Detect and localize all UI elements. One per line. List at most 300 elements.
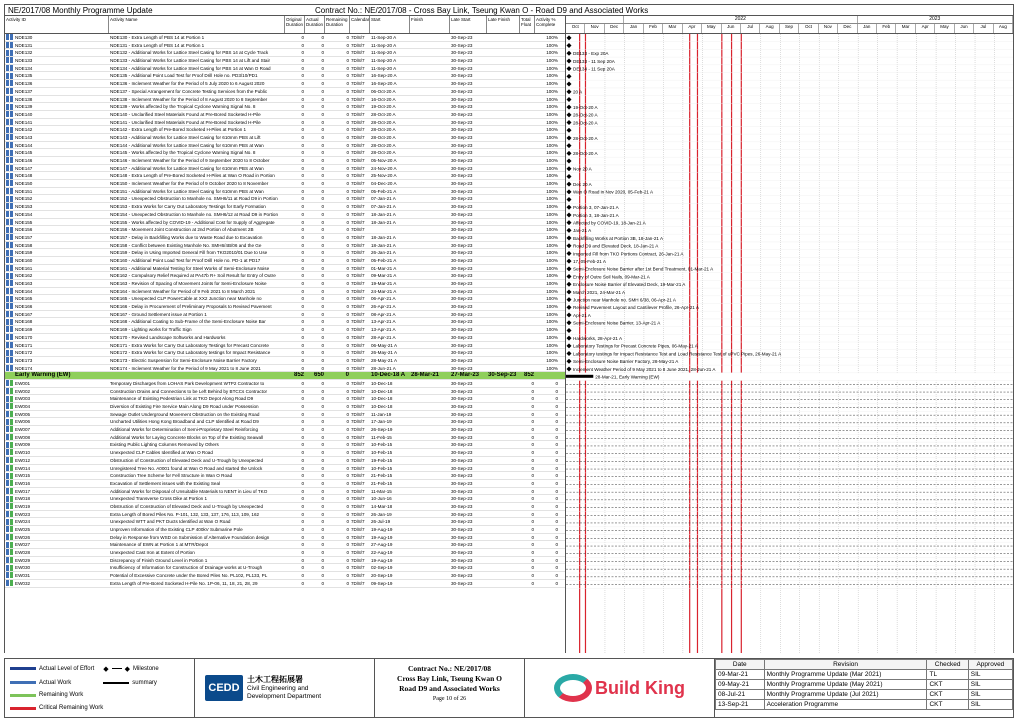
start-date: 07-Jan-21 A: [371, 196, 396, 202]
milestone-label: DE134 - 11 Sep 20A: [573, 66, 615, 72]
table-row[interactable]: [5, 195, 565, 203]
original-duration: 0: [301, 496, 304, 502]
total-float: 0: [531, 503, 534, 509]
table-row[interactable]: [5, 449, 565, 457]
activity-id: EW032: [15, 580, 31, 586]
row-marker-icon: [10, 196, 13, 202]
pct-complete: 100%: [546, 158, 558, 163]
finish-date: [410, 165, 450, 172]
row-marker-icon: [6, 73, 9, 79]
remaining-duration: 0: [346, 88, 349, 94]
table-row[interactable]: [5, 49, 565, 57]
table-row[interactable]: [5, 434, 565, 442]
late-finish: [487, 188, 520, 195]
activity-name: NDE170 - Revised Landscape Softworks and Hardworks: [110, 334, 226, 340]
milestone-label: 28-Oct-20 A: [573, 120, 598, 126]
row-marker-icon: [6, 157, 9, 163]
remaining-duration: 0: [346, 419, 349, 425]
activity-id: NDE148: [15, 173, 33, 179]
row-marker-icon: [10, 380, 13, 386]
milestone-diamond: [567, 66, 572, 71]
col-late-start[interactable]: Late Start: [450, 16, 487, 33]
col-finish[interactable]: Finish: [410, 16, 450, 33]
table-row[interactable]: [5, 165, 565, 173]
row-marker-icon: [6, 96, 9, 102]
row-indicator: [5, 42, 14, 49]
pct-complete: 100%: [546, 327, 558, 333]
total-float: 0: [531, 396, 534, 402]
col-calendar[interactable]: Calendar: [350, 16, 370, 33]
start-date: 28-Oct-20 A: [371, 111, 396, 117]
remaining-duration: 0: [346, 380, 349, 386]
activity-id: NDE147: [15, 165, 33, 171]
row-marker-icon: [6, 357, 9, 363]
activity-id: NDE169: [15, 327, 33, 333]
table-row[interactable]: [5, 188, 565, 196]
milestone-label: Wan O Road in Nov 2020, 05-Feb-21 A: [573, 189, 654, 195]
legend-swatch: [10, 707, 36, 710]
activity-id: EW008: [15, 434, 31, 440]
finish-date: [410, 526, 450, 533]
activity-name: Obstruction of Construction of Elevated Deck and U-Trough by Unexpected: [110, 503, 264, 509]
row-marker-icon: [6, 111, 9, 117]
remaining-duration: 0: [346, 173, 349, 179]
late-finish: [487, 580, 520, 587]
table-row[interactable]: [5, 411, 565, 419]
table-row[interactable]: [5, 149, 565, 157]
remaining-duration: 0: [346, 434, 349, 440]
row-marker-icon: [6, 419, 9, 425]
rev-checked: TL: [927, 670, 968, 680]
row-indicator: [5, 349, 14, 356]
activity-id: NDE154: [15, 211, 33, 217]
table-row[interactable]: [5, 211, 565, 219]
timescale-month: Jan: [858, 24, 877, 33]
finish-date: [410, 534, 450, 541]
original-duration: 0: [301, 219, 304, 225]
legend-actual-level-effort: [10, 663, 103, 675]
table-row[interactable]: [5, 103, 565, 111]
col-activity-id[interactable]: Activity ID: [5, 16, 109, 33]
row-indicator: [5, 203, 14, 210]
milestone-diamond: [567, 205, 572, 210]
table-row[interactable]: [5, 96, 565, 104]
total-float: 0: [531, 488, 534, 494]
remaining-duration: 0: [346, 388, 349, 394]
table-row[interactable]: [5, 534, 565, 542]
row-marker-icon: [6, 442, 9, 448]
row-marker-icon: [10, 150, 13, 156]
late-start: 30-Sep-23: [451, 304, 473, 310]
row-marker-icon: [6, 50, 9, 56]
rev-col-revision: Revision: [764, 660, 927, 670]
actual-duration: 0: [321, 365, 324, 371]
row-marker-icon: [6, 534, 9, 540]
late-finish: [487, 149, 520, 156]
legend-swatch: [10, 694, 36, 697]
milestone-label: Dec 20 A: [573, 181, 592, 187]
start-date: 28-Oct-20 A: [371, 150, 396, 156]
legend: [5, 659, 195, 717]
actual-duration: 0: [321, 73, 324, 79]
late-finish: [487, 318, 520, 325]
table-row[interactable]: [5, 272, 565, 280]
rev-approved: SIL: [968, 700, 1012, 710]
table-row[interactable]: [5, 126, 565, 134]
activity-name: NDE163 - Revision of Spacing of Movement Joints for Semi-Enclosure Noise: [110, 281, 267, 286]
finish-date: [410, 549, 450, 556]
table-row[interactable]: [5, 365, 565, 373]
table-row[interactable]: [5, 219, 565, 227]
calendar: 7D/8/7: [351, 503, 365, 509]
late-start: 30-Sep-23: [451, 111, 473, 117]
table-row[interactable]: [5, 342, 565, 350]
table-row[interactable]: [5, 357, 565, 365]
timescale-month: Mar: [663, 24, 682, 33]
remaining-duration: 0: [346, 196, 349, 202]
row-indicator: [5, 480, 14, 487]
actual-duration: 0: [321, 334, 324, 340]
actual-duration: 0: [321, 557, 324, 563]
actual-duration: 650: [313, 372, 324, 379]
table-row[interactable]: [5, 142, 565, 150]
original-duration: 0: [301, 250, 304, 256]
calendar: 7D/8/7: [351, 380, 365, 386]
remaining-duration: 0: [346, 450, 349, 456]
table-row[interactable]: [5, 265, 565, 273]
table-row[interactable]: [5, 472, 565, 480]
activity-name: NDE147 - Additional Works for Lattice Steel Casing for 610mm PBS at Wan: [110, 165, 264, 171]
table-row[interactable]: [5, 249, 565, 257]
table-row[interactable]: [5, 326, 565, 334]
pct-complete: 0: [555, 473, 558, 479]
pct-complete: 100%: [546, 365, 558, 371]
row-indicator: [5, 65, 14, 72]
row-indicator: [5, 188, 14, 195]
table-row[interactable]: [5, 42, 565, 50]
start-date: 24-Nov-20 A: [371, 165, 397, 171]
activity-id: EW029: [15, 557, 31, 563]
start-date: 27-Aug-19: [371, 542, 393, 548]
table-row[interactable]: [5, 34, 565, 42]
row-indicator: [5, 226, 14, 233]
row-indicator: [5, 57, 14, 64]
actual-duration: 0: [321, 411, 324, 417]
legend-label: Actual Level of Effort: [39, 665, 95, 672]
table-row[interactable]: [5, 572, 565, 580]
finish-date: [410, 472, 450, 479]
original-duration: 0: [301, 365, 304, 371]
cedd-chinese-name: 土木工程拓展署: [247, 674, 303, 684]
table-row[interactable]: [5, 311, 565, 319]
table-row[interactable]: [5, 134, 565, 142]
activity-name: Insufficiency of Information for Construction of Drainage works at U-Trough: [110, 565, 263, 571]
start-date: 19-Aug-19: [371, 527, 393, 532]
activity-id: NDE137: [15, 88, 33, 94]
table-row[interactable]: [5, 257, 565, 265]
table-row[interactable]: [5, 488, 565, 496]
table-row[interactable]: [5, 180, 565, 188]
row-marker-icon: [10, 488, 13, 494]
row-indicator: [5, 80, 14, 87]
activity-name: NDE174 - Inclement Weather for the Period of 9 May 2021 to 8 June 2021: [110, 365, 261, 371]
start-date: 24-Mar-21 A: [371, 288, 397, 294]
col-remaining-duration[interactable]: Remaining Duration: [325, 16, 350, 33]
total-float: 0: [531, 473, 534, 479]
actual-duration: 0: [321, 519, 324, 525]
table-row[interactable]: [5, 288, 565, 296]
row-marker-icon: [6, 396, 9, 402]
late-finish: [487, 203, 520, 210]
row-marker-icon: [10, 88, 13, 94]
total-float: [520, 265, 535, 272]
table-row[interactable]: [5, 564, 565, 572]
table-row[interactable]: [5, 441, 565, 449]
actual-duration: 0: [321, 219, 324, 225]
row-marker-icon: [6, 234, 9, 240]
table-row[interactable]: [5, 457, 565, 465]
table-row[interactable]: [5, 111, 565, 119]
total-float: [520, 111, 535, 118]
row-marker-icon: [10, 473, 13, 479]
row-marker-icon: [10, 334, 13, 340]
row-marker-icon: [6, 296, 9, 302]
row-marker-icon: [10, 580, 13, 586]
start-date: 18-Jan-21 A: [371, 242, 396, 248]
milestone-diamond: [567, 174, 572, 179]
activity-name: NDE167 - Ground Settlement issue at Portion 1: [110, 311, 207, 317]
row-marker-icon: [10, 365, 13, 371]
finish-date: [410, 564, 450, 571]
late-finish: [487, 303, 520, 310]
row-marker-icon: [10, 296, 13, 302]
table-row[interactable]: [5, 465, 565, 473]
row-marker-icon: [6, 350, 9, 356]
original-duration: 0: [301, 427, 304, 433]
row-marker-icon: [6, 334, 9, 340]
table-row[interactable]: [5, 580, 565, 588]
col-actual-duration[interactable]: Actual Duration: [305, 16, 325, 33]
table-row[interactable]: [5, 295, 565, 303]
table-row[interactable]: [5, 80, 565, 88]
start-date: 10-Feb-15: [371, 442, 393, 448]
rev-checked: CKT: [927, 700, 968, 710]
original-duration: 0: [301, 165, 304, 171]
remaining-duration: 0: [346, 573, 349, 579]
table-row[interactable]: [5, 511, 565, 519]
total-float: [520, 219, 535, 226]
remaining-duration: 0: [346, 457, 349, 463]
table-row[interactable]: [5, 380, 565, 388]
table-row[interactable]: [5, 226, 565, 234]
table-row[interactable]: [5, 388, 565, 396]
row-indicator: [5, 242, 14, 249]
calendar: 7D/8/7: [351, 111, 365, 117]
calendar: 7D/8/7: [351, 73, 365, 79]
cedd-logo: CEDD: [205, 675, 243, 701]
actual-duration: 0: [321, 242, 324, 248]
milestone-diamond-icon: ◆: [103, 665, 109, 673]
total-float: [520, 357, 535, 364]
table-row[interactable]: [5, 203, 565, 211]
finish-date: [410, 572, 450, 579]
original-duration: 0: [301, 119, 304, 125]
remaining-duration: 0: [346, 327, 349, 333]
late-finish: [487, 65, 520, 72]
start-date: 11-Sep-20 A: [371, 58, 397, 64]
late-start: 30-Sep-23: [451, 196, 473, 202]
table-row[interactable]: [5, 395, 565, 403]
table-row[interactable]: [5, 280, 565, 288]
actual-duration: 0: [321, 158, 324, 163]
calendar: 7D/8/7: [351, 273, 365, 279]
original-duration: 0: [301, 434, 304, 440]
activity-id: NDE164: [15, 288, 33, 294]
table-row[interactable]: [5, 549, 565, 557]
row-indicator: [5, 142, 14, 149]
total-float: 0: [531, 557, 534, 563]
table-row[interactable]: [5, 72, 565, 80]
pct-complete: 100%: [546, 96, 558, 102]
row-marker-icon: [10, 319, 13, 325]
row-marker-icon: [10, 572, 13, 578]
milestone-label: Laboratory testings for Impact Resistance Test and Load Resistance Test of uPVC Pipes, 26-May-21 A: [573, 351, 782, 357]
table-row[interactable]: [5, 172, 565, 180]
row-marker-icon: [10, 227, 13, 233]
late-start: 30-Sep-23: [451, 411, 473, 417]
finish-date: [410, 111, 450, 118]
row-indicator: [5, 195, 14, 202]
milestone-label: DE133 - Exp 20A: [573, 51, 609, 57]
milestone-diamond: [567, 220, 572, 225]
start-date: 18-Jan-21 A: [371, 219, 396, 225]
table-row[interactable]: [5, 480, 565, 488]
actual-duration: 0: [321, 188, 324, 194]
table-row[interactable]: [5, 318, 565, 326]
total-float: [520, 42, 535, 49]
actual-duration: 0: [321, 511, 324, 517]
original-duration: 0: [301, 173, 304, 179]
calendar: 7D/8/7: [351, 419, 365, 425]
finish-date: [410, 418, 450, 425]
timescale-years: [566, 16, 1013, 24]
original-duration: 0: [301, 388, 304, 394]
row-marker-icon: [10, 288, 13, 294]
table-row[interactable]: [5, 503, 565, 511]
row-marker-icon: [6, 80, 9, 86]
table-row[interactable]: [5, 557, 565, 565]
total-float: [520, 249, 535, 256]
original-duration: 0: [301, 396, 304, 402]
calendar: 7D/8/7: [351, 327, 365, 333]
table-row[interactable]: [5, 526, 565, 534]
remaining-duration: 0: [346, 334, 349, 340]
row-marker-icon: [10, 449, 13, 455]
original-duration: 0: [301, 196, 304, 202]
table-row[interactable]: [5, 119, 565, 127]
col-activity-name[interactable]: Activity Name: [109, 16, 285, 33]
col-original-duration[interactable]: Original Duration: [285, 16, 305, 33]
total-float: [520, 34, 535, 41]
start-date: 26-May-21 A: [371, 350, 398, 356]
milestone-diamond: [567, 35, 572, 40]
late-finish: [487, 495, 520, 502]
summary-label: 28-Mar-21, Early Warning (EW): [595, 374, 660, 380]
table-row[interactable]: [5, 57, 565, 65]
actual-duration: 0: [321, 580, 324, 586]
row-indicator: [5, 103, 14, 110]
contract-line3: Road D9 and Associated Works: [399, 684, 500, 693]
total-float: [520, 149, 535, 156]
table-row[interactable]: [5, 88, 565, 96]
total-float: [520, 365, 535, 372]
table-row[interactable]: [5, 426, 565, 434]
table-row[interactable]: [5, 518, 565, 526]
pct-complete: 100%: [546, 173, 558, 179]
pct-complete: 100%: [546, 127, 558, 133]
total-float: 0: [531, 434, 534, 440]
actual-duration: 0: [321, 396, 324, 402]
finish-date: [410, 134, 450, 141]
row-indicator: [5, 380, 14, 387]
activity-name: Obstruction of Construction of Elevated Deck and U-Trough by Unexpected: [110, 457, 264, 463]
actual-duration: 0: [321, 42, 324, 48]
row-indicator: [5, 126, 14, 133]
remaining-duration: 0: [346, 288, 349, 294]
table-row[interactable]: [5, 242, 565, 250]
original-duration: 0: [301, 327, 304, 333]
table-row[interactable]: [5, 303, 565, 311]
legend-label: Actual Work: [39, 679, 72, 686]
original-duration: 0: [301, 350, 304, 356]
col-start[interactable]: Start: [370, 16, 410, 33]
activity-name: NDE164 - Inclement Weather for Period of 9 Feb 2021 to 8 March 2021: [110, 288, 256, 294]
total-float: [520, 134, 535, 141]
timescale-month: Nov: [585, 24, 604, 33]
table-row[interactable]: [5, 349, 565, 357]
table-row[interactable]: [5, 157, 565, 165]
legend-label: Remaining Work: [39, 692, 84, 699]
table-row[interactable]: [5, 418, 565, 426]
finish-date: [410, 203, 450, 210]
col-late-finish[interactable]: Late Finish: [487, 16, 520, 33]
row-marker-icon: [6, 196, 9, 202]
total-float: 852: [523, 372, 534, 379]
late-start: 30-Sep-23: [451, 557, 473, 563]
col-total-float[interactable]: Total Float: [520, 16, 535, 33]
table-row[interactable]: [5, 65, 565, 73]
remaining-duration: 0: [346, 527, 349, 532]
late-start: 30-Sep-23: [451, 188, 473, 194]
table-row[interactable]: [5, 334, 565, 342]
original-duration: 0: [301, 565, 304, 571]
table-row[interactable]: [5, 403, 565, 411]
calendar: 7D/8/7: [351, 534, 365, 540]
table-row[interactable]: [5, 234, 565, 242]
row-indicator: [5, 418, 14, 425]
row-marker-icon: [6, 473, 9, 479]
table-row[interactable]: [5, 541, 565, 549]
table-row[interactable]: [5, 495, 565, 503]
total-float: [520, 280, 535, 287]
activity-name: Additional Works for Disposal of Unsuitable Materials to NENT in Lieu of TKO: [110, 488, 268, 494]
col-pct-complete[interactable]: Activity % Complete: [536, 17, 556, 27]
start-date: 25-Nov-20 A: [371, 173, 397, 179]
remaining-duration: 0: [346, 350, 349, 356]
wbs-band-row[interactable]: [5, 372, 565, 380]
activity-id: EW017: [15, 488, 31, 494]
late-finish: [487, 242, 520, 249]
